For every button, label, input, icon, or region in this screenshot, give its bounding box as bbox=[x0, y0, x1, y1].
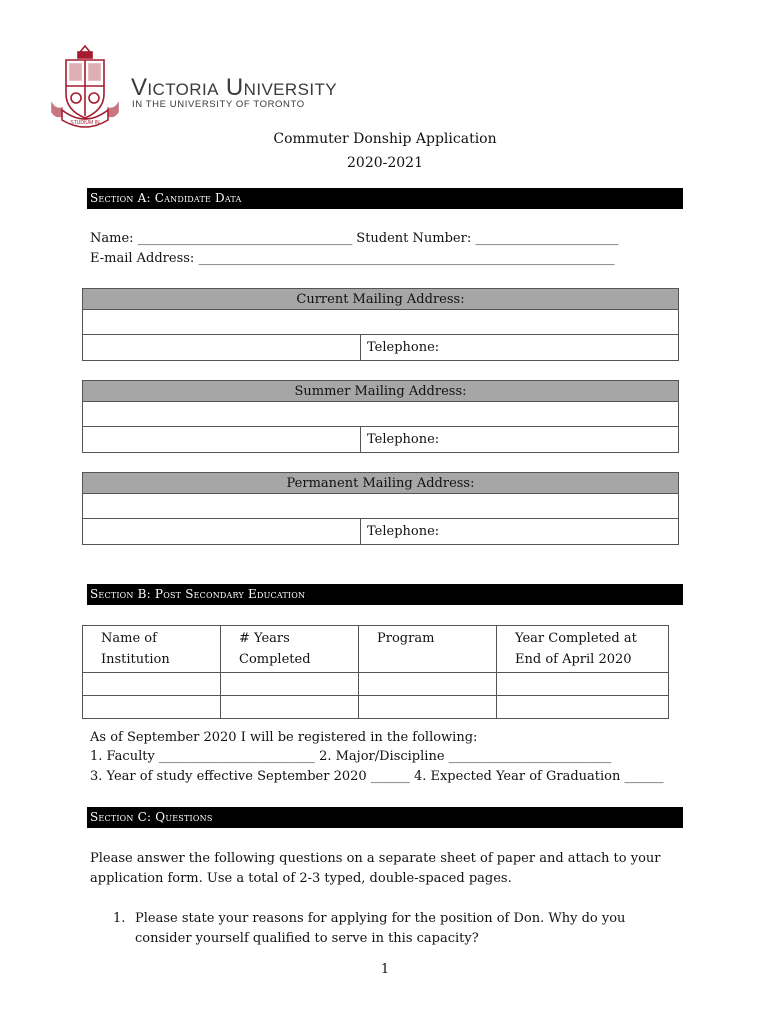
summer-telephone-field[interactable]: Telephone: bbox=[361, 427, 679, 453]
summer-mailing-address-header: Summer Mailing Address: bbox=[83, 381, 679, 402]
years-cell[interactable] bbox=[221, 696, 359, 719]
year-completed-cell[interactable] bbox=[497, 673, 669, 696]
current-mailing-address-header: Current Mailing Address: bbox=[83, 289, 679, 310]
section-c-heading: Section C: Questions bbox=[87, 807, 683, 828]
page-number: 1 bbox=[380, 962, 390, 977]
institution-cell[interactable] bbox=[83, 673, 221, 696]
document-year: 2020-2021 bbox=[347, 155, 423, 171]
section-b-heading: Section B: Post Secondary Education bbox=[87, 584, 683, 605]
section-a-heading: Section A: Candidate Data bbox=[87, 188, 683, 209]
current-telephone-field[interactable]: Telephone: bbox=[361, 335, 679, 361]
column-header-institution: Name of Institution bbox=[83, 626, 221, 673]
year-of-study-graduation-line[interactable]: 3. Year of study effective September 2020 ______ 4. Expected Year of Graduation ______ bbox=[90, 769, 664, 784]
registration-intro: As of September 2020 I will be registered in the following: bbox=[90, 730, 478, 745]
current-address-line[interactable] bbox=[83, 310, 679, 335]
question-1-line-2: consider yourself qualified to serve in this capacity? bbox=[135, 931, 479, 946]
university-subtitle: IN THE UNIVERSITY OF TORONTO bbox=[132, 99, 305, 110]
email-line[interactable]: E-mail Address: ________________________________________________________________ bbox=[90, 251, 615, 266]
summer-address-line[interactable] bbox=[83, 402, 679, 427]
instructions-line-2: application form. Use a total of 2-3 typed, double-spaced pages. bbox=[90, 871, 512, 886]
table-row bbox=[83, 696, 669, 719]
name-student-number-line[interactable]: Name: _________________________________ Student Number: ______________________ bbox=[90, 231, 619, 246]
years-cell[interactable] bbox=[221, 673, 359, 696]
instructions-line-1: Please answer the following questions on a separate sheet of paper and attach to your bbox=[90, 851, 661, 866]
column-header-year-completed: Year Completed at End of April 2020 bbox=[497, 626, 669, 673]
summer-mailing-address-table bbox=[82, 380, 679, 453]
permanent-mailing-address-table bbox=[82, 472, 679, 545]
permanent-address-line-2[interactable] bbox=[83, 519, 361, 545]
column-header-years: # Years Completed bbox=[221, 626, 359, 673]
question-1-line-1: Please state your reasons for applying for the position of Don. Why do you bbox=[135, 911, 626, 926]
current-address-line-2[interactable] bbox=[83, 335, 361, 361]
university-name: Victoria University bbox=[131, 74, 337, 101]
table-row bbox=[83, 673, 669, 696]
program-cell[interactable] bbox=[359, 696, 497, 719]
year-completed-cell[interactable] bbox=[497, 696, 669, 719]
institution-cell[interactable] bbox=[83, 696, 221, 719]
question-1-number: 1. bbox=[113, 911, 126, 926]
current-mailing-address-table bbox=[82, 288, 679, 361]
education-table bbox=[82, 625, 669, 719]
document-title: Commuter Donship Application bbox=[273, 131, 497, 147]
permanent-mailing-address-header: Permanent Mailing Address: bbox=[83, 473, 679, 494]
victoria-university-crest-icon bbox=[48, 44, 122, 130]
summer-address-line-2[interactable] bbox=[83, 427, 361, 453]
permanent-telephone-field[interactable]: Telephone: bbox=[361, 519, 679, 545]
faculty-major-line[interactable]: 1. Faculty ________________________ 2. Major/Discipline _________________________ bbox=[90, 749, 612, 764]
crest-ribbon-text: STUDIUM IN bbox=[70, 120, 100, 126]
permanent-address-line[interactable] bbox=[83, 494, 679, 519]
program-cell[interactable] bbox=[359, 673, 497, 696]
column-header-program: Program bbox=[359, 626, 497, 673]
